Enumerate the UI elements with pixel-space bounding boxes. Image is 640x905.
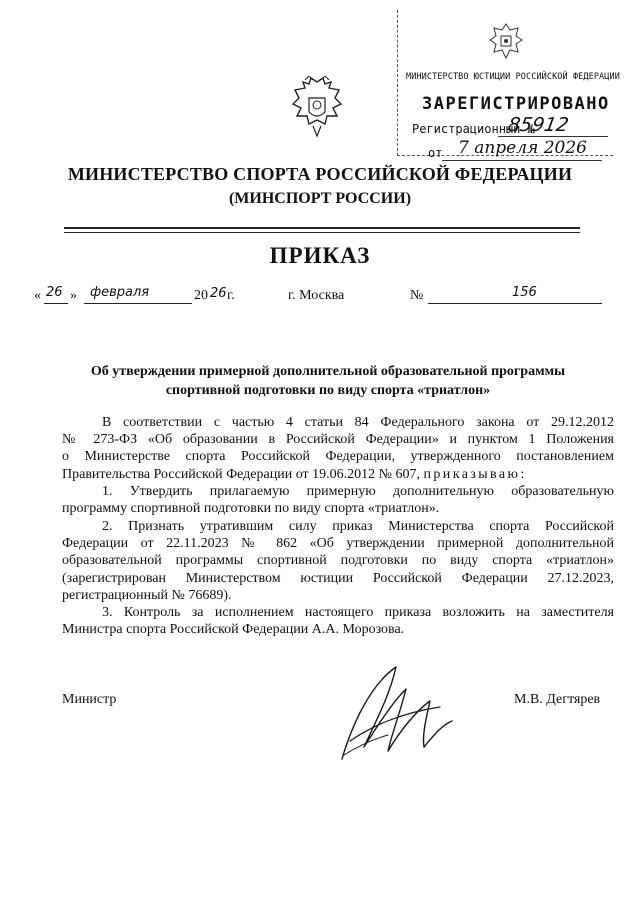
stamp-date: 7 апреля 2026: [458, 138, 587, 158]
paragraph-preamble: [62, 414, 614, 483]
year-end: г.: [227, 288, 235, 303]
stamp-regno: 85912: [506, 114, 571, 136]
text-line: 2. Признать утратившим силу приказ Министерства спорта Российской: [102, 519, 614, 534]
stamp-from-label: от: [428, 146, 443, 160]
paragraph-item-1: [62, 483, 614, 517]
order-subject: [58, 362, 598, 400]
signatory-name: М.В. Дегтярев: [514, 692, 601, 707]
date-day: 26: [46, 285, 63, 300]
order-title: ПРИКАЗ: [269, 243, 371, 268]
text-line: [62, 466, 614, 483]
subject-line: спортивной подготовки по виду спорта «триатлон»: [165, 383, 491, 398]
text-line: Министра спорта Российской Федерации А.А. Морозова.: [62, 622, 405, 638]
text-line: 1. Утвердить прилагаемую примерную дополнительную образовательную: [102, 484, 614, 499]
spaced-order-word: приказываю:: [423, 466, 527, 482]
text-line: (зарегистрирован Министерством юстиции Российской Федерации 27.12.2023,: [62, 570, 614, 586]
order-number: 156: [512, 285, 537, 300]
stamp-underline: [498, 136, 608, 137]
month-underline: [84, 303, 192, 304]
paragraph-item-3: [62, 604, 614, 638]
stamp-underline: [442, 160, 602, 161]
number-label: №: [410, 288, 424, 303]
text-line: о Министерстве спорта Российской Федерации, утвержденного постановлением: [62, 449, 614, 465]
date-row: [30, 285, 610, 310]
text-line: № 273-ФЗ «Об образовании в Российской Федерации» и пунктом 1 Положения: [62, 432, 614, 448]
handwritten-signature: [330, 655, 460, 770]
paragraph-item-2: [62, 518, 614, 604]
header-rule: [64, 232, 580, 233]
text-line: Федерации от 22.11.2023 № 862 «Об утверждении примерной дополнительной: [62, 536, 614, 552]
year-suffix: 26: [210, 286, 227, 301]
stamp-emblem-icon: [486, 20, 526, 62]
year-prefix: 20: [194, 288, 208, 303]
stamp-ministry: МИНИСТЕРСТВО ЮСТИЦИИ РОССИЙСКОЙ ФЕДЕРАЦИИ: [406, 72, 620, 82]
stamp-registered: ЗАРЕГИСТРИРОВАНО: [422, 94, 610, 114]
signatory-title: Министр: [62, 692, 117, 707]
text-fragment: Правительства Российской Федерации от 19.06.2012 № 607,: [62, 466, 421, 482]
text-line: программу спортивной подготовки по виду спорта «триатлон».: [62, 501, 440, 517]
text-line: образовательной программы спортивной подготовки по виду спорта «триатлон»: [62, 553, 614, 569]
header-rule: [64, 227, 580, 229]
city: г. Москва: [288, 288, 345, 303]
open-quote: «: [34, 288, 41, 303]
day-underline: [44, 303, 68, 304]
text-line: 3. Контроль за исполнением настоящего приказа возложить на заместителя: [102, 605, 614, 620]
coat-of-arms-icon: [289, 76, 345, 140]
ministry-abbreviation: (МИНСПОРТ РОССИИ): [228, 190, 412, 207]
registration-stamp: [397, 10, 620, 160]
number-underline: [428, 303, 602, 304]
stamp-regno-label: Регистрационный №: [412, 122, 535, 136]
text-line: регистрационный № 76689).: [62, 587, 232, 603]
subject-line: Об утверждении примерной дополнительной образовательной программы: [90, 364, 566, 379]
date-month: февраля: [90, 285, 150, 300]
ministry-name: МИНИСТЕРСТВО СПОРТА РОССИЙСКОЙ ФЕДЕРАЦИИ: [67, 164, 573, 184]
close-quote: »: [70, 288, 77, 303]
text-line: В соответствии с частью 4 статьи 84 Федерального закона от 29.12.2012: [102, 415, 614, 430]
